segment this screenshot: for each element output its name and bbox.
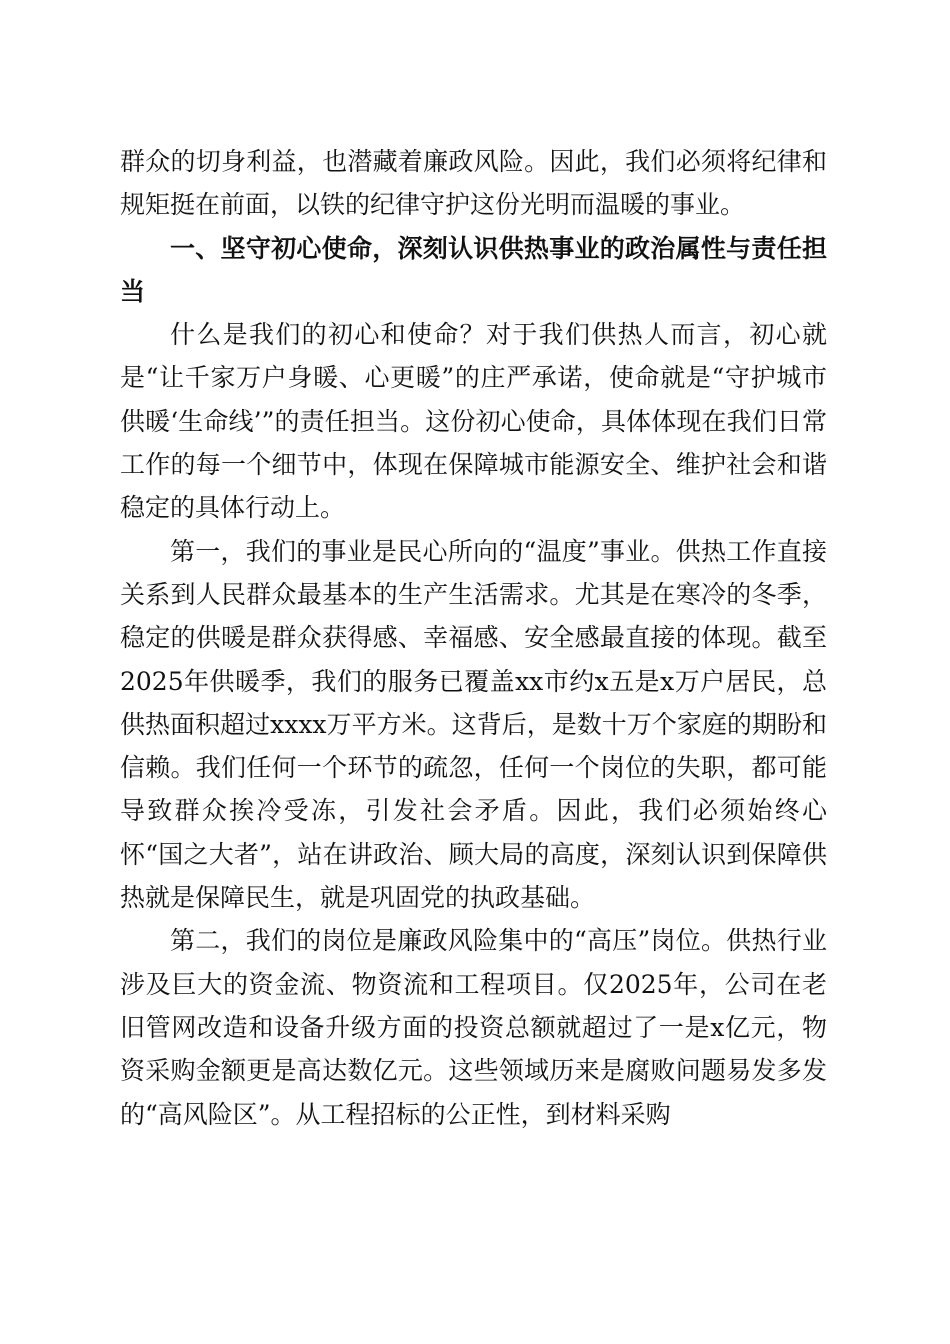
paragraph-opening-fragment: 群众的切身利益，也潜藏着廉政风险。因此，我们必须将纪律和规矩挺在前面，以铁的纪律守护这份光明而温暖的事业。	[120, 147, 827, 220]
paragraph-mission: 什么是我们的初心和使命？对于我们供热人而言，初心就是“让千家万户身暖、心更暖”的庄严承诺，使命就是“守护城市供暖‘生命线’”的责任担当。这份初心使命，具体体现在我们日常工作的每一个细节中，体现在保障城市能源安全、维护社会和谐稳定的具体行动上。	[120, 320, 827, 523]
document-body	[120, 140, 827, 1136]
paragraph-second-point: 第二，我们的岗位是廉政风险集中的“高压”岗位。供热行业涉及巨大的资金流、物资流和工程项目。仅2025年，公司在老旧管网改造和设备升级方面的投资总额就超过了一是x亿元，物资采购金额更是高达数亿元。这些领域历来是腐败问题易发多发的“高风险区”。从工程招标的公正性，到材料采购	[120, 926, 827, 1129]
section-heading: 一、坚守初心使命，深刻认识供热事业的政治属性与责任担当	[120, 233, 827, 306]
paragraph-first-point: 第一，我们的事业是民心所向的“温度”事业。供热工作直接关系到人民群众最基本的生产生活需求。尤其是在寒冷的冬季，稳定的供暖是群众获得感、幸福感、安全感最直接的体现。截至2025年供暖季，我们的服务已覆盖xx市约x五是x万户居民，总供热面积超过xxxx万平方米。这背后，是数十万个家庭的期盼和信赖。我们任何一个环节的疏忽，任何一个岗位的失职，都可能导致群众挨冷受冻，引发社会矛盾。因此，我们必须始终心怀“国之大者”，站在讲政治、顾大局的高度，深刻认识到保障供热就是保障民生，就是巩固党的执政基础。	[120, 536, 827, 913]
